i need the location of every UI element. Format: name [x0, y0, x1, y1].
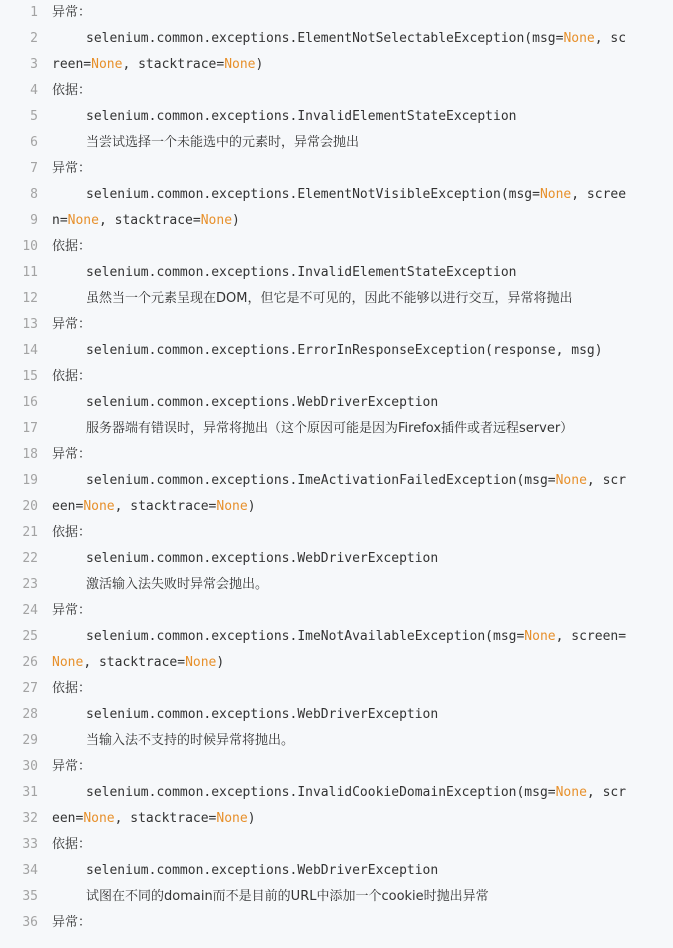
code-token: selenium.common.exceptions.InvalidElementStateException: [86, 109, 517, 124]
code-token: 异常：: [52, 5, 92, 20]
section-label: [52, 312, 91, 338]
code-line: [0, 624, 673, 650]
line-number: 14: [22, 343, 38, 358]
keyword-none: None: [83, 499, 115, 514]
section-label: [52, 0, 91, 26]
code-token: 异常：: [52, 603, 92, 618]
line-number: 17: [22, 421, 38, 436]
code-token: 异常：: [52, 161, 92, 176]
code-token: 依据：: [52, 525, 92, 540]
line-number: 8: [30, 187, 38, 202]
code-line: [0, 260, 673, 286]
code-token: ): [247, 499, 256, 514]
line-number: 27: [22, 681, 38, 696]
line-number: 6: [30, 135, 38, 150]
code-token: 异常：: [52, 759, 92, 774]
line-number: 9: [30, 213, 38, 228]
code-line: [0, 858, 673, 884]
code-token: 虽然当一个元素呈现在DOM，但它是不可见的，因此不能够以进行交互，异常将抛出: [86, 291, 573, 306]
section-label: [52, 520, 91, 546]
section-label: [52, 364, 91, 390]
code-token: 依据：: [52, 83, 92, 98]
keyword-none: None: [216, 499, 248, 514]
code-continuation: [52, 650, 224, 676]
line-number: 24: [22, 603, 38, 618]
line-number: 21: [22, 525, 38, 540]
keyword-none: None: [224, 57, 256, 72]
line-number: 1: [30, 5, 38, 20]
code-line: [0, 104, 673, 130]
code-token: , stacktrace=: [114, 811, 217, 826]
code-token: 异常：: [52, 915, 92, 930]
code-token: reen=: [52, 57, 92, 72]
code-line: [0, 728, 673, 754]
keyword-none: None: [83, 811, 115, 826]
exception-signature: [86, 26, 626, 52]
section-label: [52, 156, 91, 182]
section-label: [52, 78, 91, 104]
keyword-none: None: [67, 213, 99, 228]
line-number: 28: [22, 707, 38, 722]
code-token: ): [216, 655, 225, 670]
code-continuation: [52, 494, 256, 520]
line-number: 31: [22, 785, 38, 800]
code-line: [0, 806, 673, 832]
exception-signature: [86, 858, 438, 884]
line-number: 12: [22, 291, 38, 306]
code-line: [0, 416, 673, 442]
code-token: 依据：: [52, 681, 92, 696]
exception-signature: [86, 468, 626, 494]
code-line: [0, 650, 673, 676]
keyword-none: None: [185, 655, 217, 670]
line-number: 7: [30, 161, 38, 176]
section-label: [52, 676, 91, 702]
code-line: [0, 286, 673, 312]
exception-signature: [86, 624, 626, 650]
code-line: [0, 442, 673, 468]
code-line: [0, 598, 673, 624]
code-line: [0, 26, 673, 52]
code-token: 试图在不同的domain而不是目前的URL中添加一个cookie时抛出异常: [86, 889, 489, 904]
code-line: [0, 884, 673, 910]
section-label: [52, 598, 91, 624]
line-number: 36: [22, 915, 38, 930]
code-token: , scree: [571, 187, 627, 202]
code-token: selenium.common.exceptions.WebDriverException: [86, 707, 439, 722]
line-number: 20: [22, 499, 38, 514]
line-number: 29: [22, 733, 38, 748]
code-line: [0, 390, 673, 416]
line-number: 4: [30, 83, 38, 98]
code-line: [0, 832, 673, 858]
code-token: , stacktrace=: [98, 213, 201, 228]
section-label: [52, 910, 91, 936]
code-line: [0, 78, 673, 104]
code-line: [0, 208, 673, 234]
exception-signature: [86, 780, 626, 806]
code-token: , screen=: [555, 629, 627, 644]
code-token: 依据：: [52, 837, 92, 852]
code-token: selenium.common.exceptions.ElementNotSelectableException(msg=: [86, 31, 564, 46]
code-token: ): [255, 57, 264, 72]
code-line: [0, 130, 673, 156]
code-token: , scr: [586, 473, 627, 488]
code-token: 异常：: [52, 447, 92, 462]
exception-signature: [86, 260, 516, 286]
code-token: selenium.common.exceptions.InvalidCookieDomainException(msg=: [86, 785, 556, 800]
code-token: n=: [52, 213, 68, 228]
code-token: 当尝试选择一个未能选中的元素时，异常会抛出: [86, 135, 360, 150]
code-token: 依据：: [52, 239, 92, 254]
description-text: [86, 286, 572, 312]
line-number: 18: [22, 447, 38, 462]
code-line: [0, 338, 673, 364]
code-line: [0, 0, 673, 26]
line-number: 3: [30, 57, 38, 72]
keyword-none: None: [539, 187, 572, 202]
code-token: een=: [52, 811, 84, 826]
code-token: selenium.common.exceptions.ImeNotAvailableException(msg=: [86, 629, 525, 644]
exception-signature: [86, 104, 516, 130]
line-number: 11: [22, 265, 38, 280]
line-number: 34: [22, 863, 38, 878]
description-text: [86, 572, 268, 598]
code-line: [0, 312, 673, 338]
code-line: [0, 52, 673, 78]
line-number: 35: [22, 889, 38, 904]
code-line: [0, 702, 673, 728]
code-token: , scr: [586, 785, 627, 800]
exception-signature: [86, 390, 438, 416]
line-number: 23: [22, 577, 38, 592]
line-number: 2: [30, 31, 38, 46]
code-line: [0, 546, 673, 572]
code-token: selenium.common.exceptions.InvalidElementStateException: [86, 265, 517, 280]
keyword-none: None: [555, 473, 587, 488]
keyword-none: None: [91, 57, 123, 72]
line-number: 15: [22, 369, 38, 384]
line-number: 19: [22, 473, 38, 488]
code-token: 依据：: [52, 369, 92, 384]
description-text: [86, 728, 294, 754]
code-token: een=: [52, 499, 84, 514]
code-token: 激活输入法失败时异常会抛出。: [86, 577, 269, 592]
code-token: selenium.common.exceptions.WebDriverException: [86, 863, 439, 878]
keyword-none: None: [216, 811, 248, 826]
code-line: [0, 520, 673, 546]
code-token: selenium.common.exceptions.ElementNotVisibleException(msg=: [86, 187, 540, 202]
description-text: [86, 884, 489, 910]
exception-signature: [86, 702, 438, 728]
code-line: [0, 910, 673, 936]
line-number: 10: [22, 239, 38, 254]
code-line: [0, 468, 673, 494]
code-token: , stacktrace=: [122, 57, 225, 72]
code-line: [0, 234, 673, 260]
line-number: 16: [22, 395, 38, 410]
exception-signature: [86, 182, 626, 208]
code-line: [0, 780, 673, 806]
description-text: [86, 130, 359, 156]
code-token: 异常：: [52, 317, 92, 332]
code-token: selenium.common.exceptions.WebDriverException: [86, 395, 439, 410]
code-line: [0, 494, 673, 520]
code-token: 服务器端有错误时，异常将抛出（这个原因可能是因为Firefox插件或者远程server）: [86, 421, 574, 436]
line-number: 25: [22, 629, 38, 644]
exception-signature: [86, 546, 438, 572]
line-number: 26: [22, 655, 38, 670]
code-token: ): [247, 811, 256, 826]
keyword-none: None: [563, 31, 595, 46]
code-token: , stacktrace=: [114, 499, 217, 514]
exception-signature: [86, 338, 603, 364]
keyword-none: None: [200, 213, 233, 228]
section-label: [52, 754, 91, 780]
code-token: , stacktrace=: [83, 655, 186, 670]
keyword-none: None: [524, 629, 556, 644]
keyword-none: None: [52, 655, 84, 670]
description-text: [86, 416, 573, 442]
code-line: [0, 572, 673, 598]
code-line: [0, 676, 673, 702]
line-number: 30: [22, 759, 38, 774]
code-token: selenium.common.exceptions.ImeActivationFailedException(msg=: [86, 473, 556, 488]
code-continuation: [52, 208, 240, 234]
code-line: [0, 364, 673, 390]
line-number: 32: [22, 811, 38, 826]
line-number: 13: [22, 317, 38, 332]
code-line: [0, 182, 673, 208]
code-continuation: [52, 806, 256, 832]
code-continuation: [52, 52, 263, 78]
keyword-none: None: [555, 785, 587, 800]
section-label: [52, 832, 91, 858]
code-token: 当输入法不支持的时候异常将抛出。: [86, 733, 295, 748]
code-line: [0, 754, 673, 780]
code-token: ): [232, 213, 240, 228]
code-token: , sc: [594, 31, 627, 46]
line-number: 5: [30, 109, 38, 124]
code-line: [0, 156, 673, 182]
section-label: [52, 442, 91, 468]
line-number: 33: [22, 837, 38, 852]
section-label: [52, 234, 91, 260]
code-token: selenium.common.exceptions.ErrorInResponseException(response, msg): [86, 343, 603, 358]
code-token: selenium.common.exceptions.WebDriverException: [86, 551, 439, 566]
line-number: 22: [22, 551, 38, 566]
